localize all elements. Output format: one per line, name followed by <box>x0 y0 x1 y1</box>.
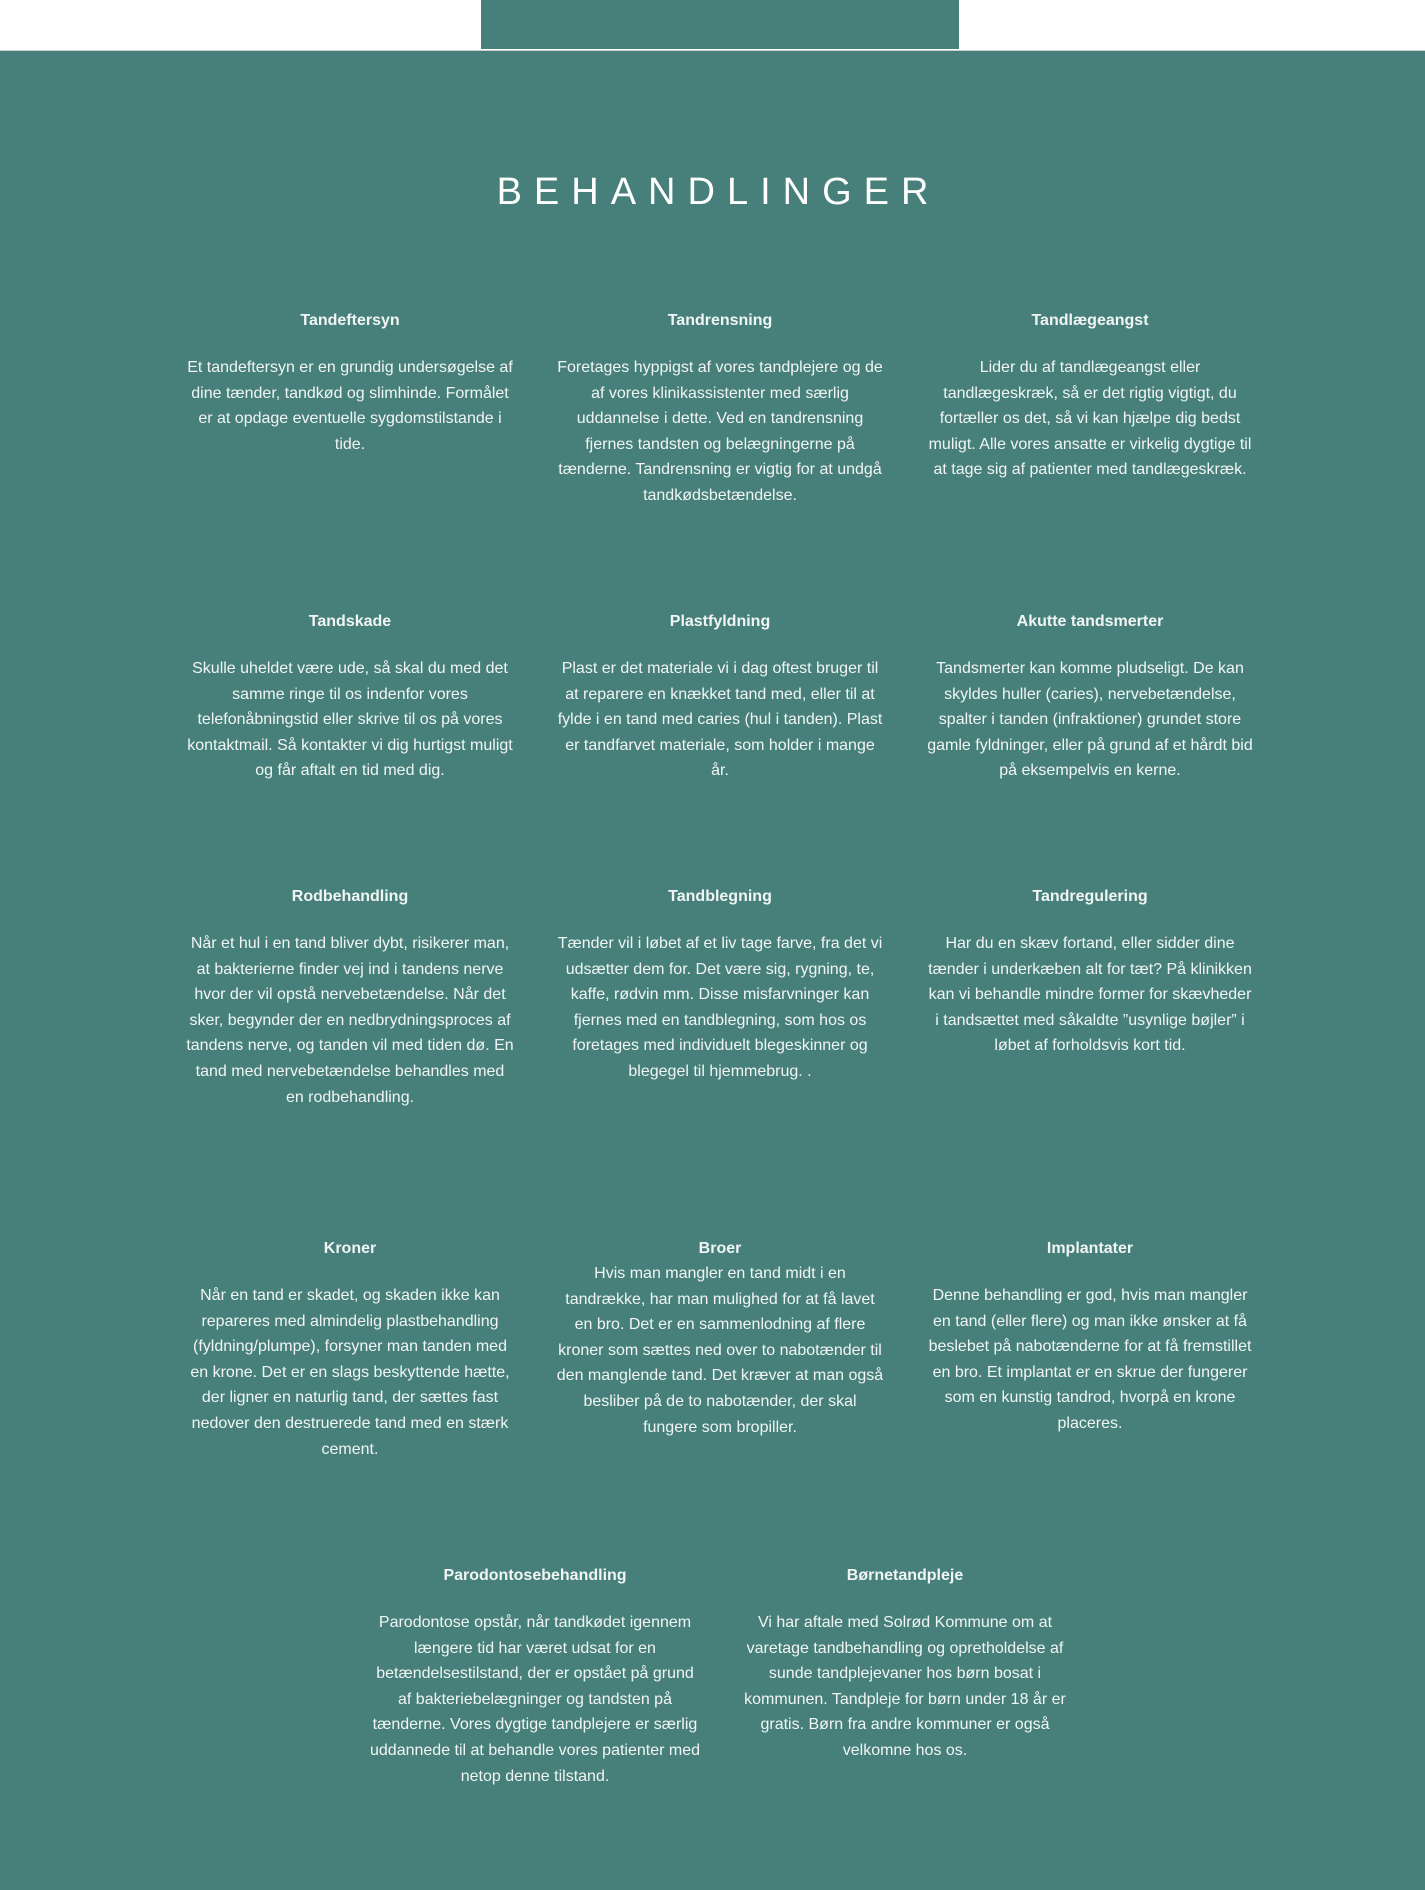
treatment-description: Plast er det materiale vi i dag oftest bruger til at reparere en knækket tand med, eller til at fylde i en tand med caries (hul i tanden). Plast er tandfarvet materiale, som holder i mange år. <box>557 660 883 780</box>
treatment-card-tandrensning <box>555 308 885 509</box>
treatment-card-plastfyldning <box>555 609 885 784</box>
treatment-description: Foretages hyppigst af vores tandplejere og de af vores klinikassistenter med særlig uddannelse i dette. Ved en tandrensning fjernes tandsten og belægningerne på tænderne. Tandrensning er vigtig for at undgå tandkødsbetændelse. <box>557 359 883 504</box>
treatment-title: Parodontosebehandling <box>443 1567 627 1584</box>
treatment-card-kroner <box>185 1236 515 1462</box>
treatment-card-parodontosebehandling <box>370 1563 700 1789</box>
treatment-description: Hvis man mangler en tand midt i en tandrække, har man mulighed for at få lavet en bro. Det er en sammenlodning af flere kroner som sættes ned over to nabotænder til den manglende tand. Det kræver at man også besliber på de to nabotænder, der skal fungere som bropiller. <box>556 1265 884 1436</box>
treatment-description: Parodontose opstår, når tandkødet igennem længere tid har været udsat for en betændelsestilstand, der er opstået på grund af bakteriebelægninger og tandsten på tænderne. Vores dygtige tandplejere er særlig uddannede til at behandle vores patienter med netop denne tilstand. <box>370 1614 701 1785</box>
treatment-description: Skulle uheldet være ude, så skal du med det samme ringe til os indenfor vores telefonåbningstid eller skrive til os på vores kontaktmail. Så kontakter vi dig hurtigst muligt og får aftalt en tid med dig. <box>187 660 513 780</box>
treatment-title: Tandrensning <box>667 312 773 329</box>
treatment-title: Broer <box>698 1240 742 1257</box>
treatment-description: Når en tand er skadet, og skaden ikke kan repareres med almindelig plastbehandling (fyldning/plumpe), forsyner man tanden med en krone. Det er en slags beskyttende hætte, der ligner en naturlig tand, der sættes fast nedover den destruerede tand med en stærk cement. <box>190 1287 510 1458</box>
treatment-title: Plastfyldning <box>669 613 771 630</box>
treatment-card-tandlaegeangst <box>925 308 1255 483</box>
treatment-card-broer <box>555 1236 885 1440</box>
treatment-title: Kroner <box>323 1240 377 1257</box>
treatment-card-tandregulering <box>925 884 1255 1059</box>
treatment-description: Et tandeftersyn er en grundig undersøgelse af dine tænder, tandkød og slimhinde. Formålet er at opdage eventuelle sygdomstilstande i tide. <box>187 359 513 453</box>
treatment-description: Denne behandling er god, hvis man mangler en tand (eller flere) og man ikke ønsker at få beslebet på nabotænderne for at få fremstillet en bro. Et implantat er en skrue der fungerer som en kunstig tandrod, hvorpå en krone placeres. <box>928 1287 1252 1432</box>
treatment-description: Lider du af tandlægeangst eller tandlægeskræk, så er det rigtig vigtigt, du fortæller os det, så vi kan hjælpe dig bedst muligt. Alle vores ansatte er virkelig dygtige til at tage sig af patienter med tandlægeskræk. <box>928 359 1252 479</box>
treatment-card-tandeftersyn <box>185 308 515 457</box>
treatment-description: Vi har aftale med Solrød Kommune om at varetage tandbehandling og opretholdelse af sunde tandplejevaner hos børn bosat i kommunen. Tandpleje for børn under 18 år er gratis. Børn fra andre kommuner er også velkomne hos os. <box>744 1614 1066 1759</box>
treatment-description: Tandsmerter kan komme pludseligt. De kan skyldes huller (caries), nervebetændelse, spalter i tanden (infraktioner) grundet store gamle fyldninger, eller på grund af et hårdt bid på eksempelvis en kerne. <box>927 660 1253 780</box>
treatment-title: Tandlægeangst <box>1031 312 1149 329</box>
treatment-description: Når et hul i en tand bliver dybt, risikerer man, at bakterierne finder vej ind i tandens nerve hvor der vil opstå nervebetændelse. Når det sker, begynder der en nedbrydningsproces af tandens nerve, og tanden vil med tiden dø. En tand med nervebetændelse behandles med en rodbehandling. <box>186 935 514 1106</box>
treatments-section <box>0 51 1425 1890</box>
treatment-title: Tandregulering <box>1032 888 1148 905</box>
header-color-block <box>481 0 959 49</box>
top-header-bar <box>0 0 1425 51</box>
treatment-card-implantater <box>925 1236 1255 1437</box>
treatment-title: Tandblegning <box>668 888 772 905</box>
treatment-card-rodbehandling <box>185 884 515 1110</box>
treatment-card-tandskade <box>185 609 515 784</box>
treatment-card-tandblegning <box>555 884 885 1085</box>
treatment-title: Rodbehandling <box>291 888 409 905</box>
treatment-title: Akutte tandsmerter <box>1016 613 1164 630</box>
treatment-title: Børnetandpleje <box>846 1567 964 1584</box>
treatment-title: Tandskade <box>308 613 392 630</box>
treatment-description: Har du en skæv fortand, eller sidder dine tænder i underkæben alt for tæt? På klinikken kan vi behandle mindre former for skævheder i tandsættet med såkaldte ”usynlige bøjler” i løbet af forholdsvis kort tid. <box>928 935 1252 1055</box>
treatment-description: Tænder vil i løbet af et liv tage farve, fra det vi udsætter dem for. Det være sig, rygning, te, kaffe, rødvin mm. Disse misfarvninger kan fjernes med en tandblegning, som hos os foretages med individuelt blegeskinner og blegegel til hjemmebrug. . <box>557 935 883 1080</box>
section-title: BEHANDLINGER <box>496 171 941 213</box>
treatment-card-boernetandpleje <box>740 1563 1070 1764</box>
treatment-title: Implantater <box>1046 1240 1134 1257</box>
treatment-card-akutte-tandsmerter <box>925 609 1255 784</box>
treatment-title: Tandeftersyn <box>300 312 400 329</box>
